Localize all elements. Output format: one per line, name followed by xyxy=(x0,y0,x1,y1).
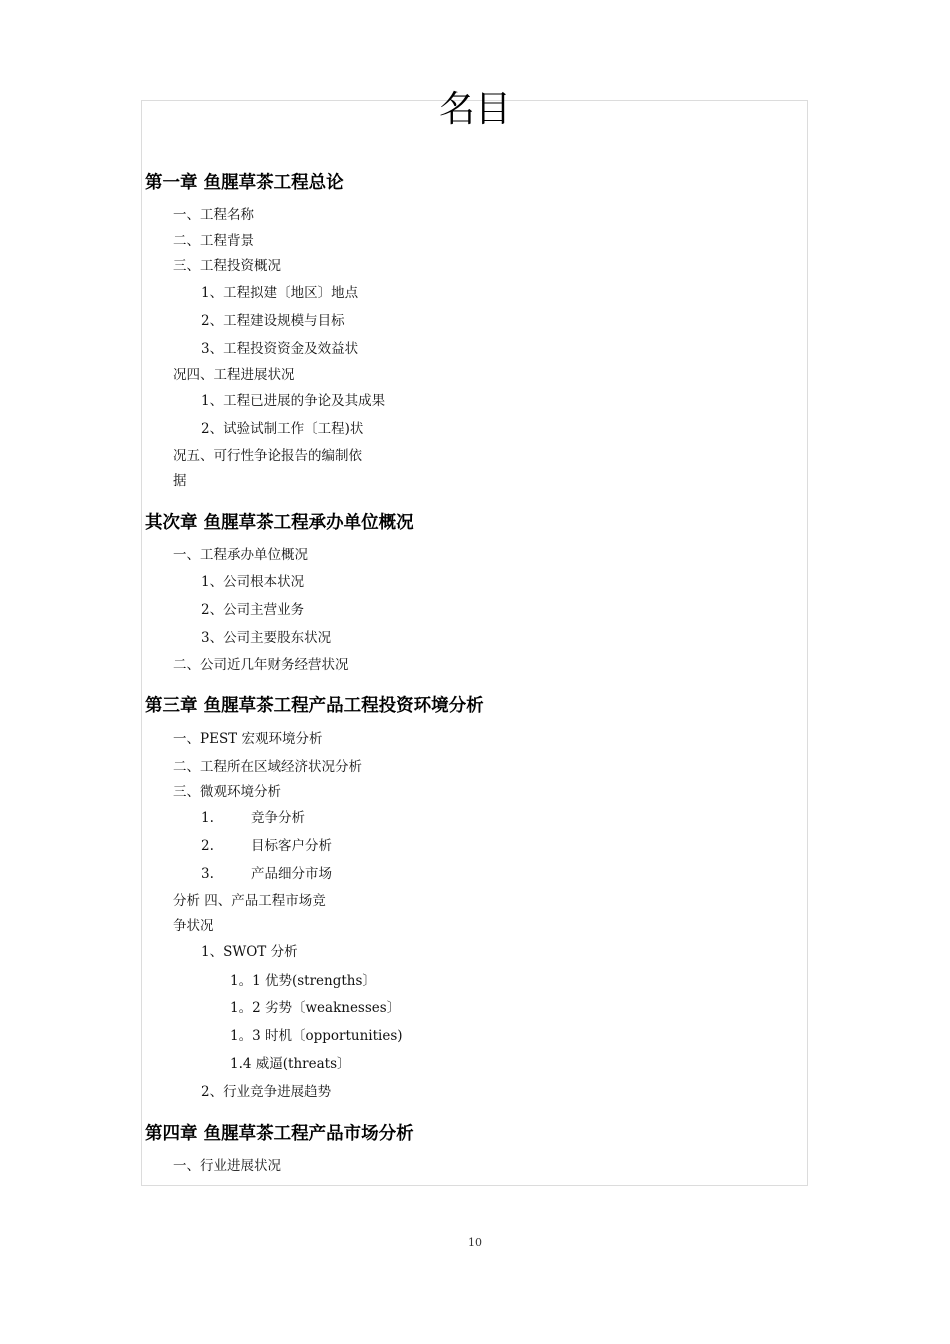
toc-entry xyxy=(173,206,254,224)
toc-entry-text: 据 xyxy=(173,473,187,489)
toc-entry-text: 分析 四、产品工程市场竞 xyxy=(173,893,326,909)
toc-entry xyxy=(201,629,331,647)
toc-entry xyxy=(201,284,358,302)
toc-entry xyxy=(173,366,295,384)
toc-entry-text: 况四、工程进展状况 xyxy=(173,367,295,383)
toc-entry xyxy=(230,999,400,1017)
toc-entry xyxy=(173,546,308,564)
toc-entry xyxy=(173,892,326,910)
toc-entry-text: 三、微观环境分析 xyxy=(173,784,281,800)
toc-entry xyxy=(173,472,187,490)
toc-entry-text: 1。1 优势(strengths〕 xyxy=(230,973,376,989)
toc-entry xyxy=(201,392,385,410)
toc-chapter-heading xyxy=(145,171,344,195)
toc-entry-text: 第三章 鱼腥草茶工程产品工程投资环境分析 xyxy=(145,696,484,716)
toc-entry-text: 二、工程所在区域经济状况分析 xyxy=(173,759,362,775)
toc-entry xyxy=(201,943,298,961)
toc-entry-text: 目标客户分析 xyxy=(251,838,332,854)
toc-entry-text: 一、行业进展状况 xyxy=(173,1158,281,1174)
toc-entry xyxy=(201,573,304,591)
page-title: 名目 xyxy=(438,89,511,130)
toc-entry xyxy=(201,340,358,358)
toc-entry-text: 一、PEST 宏观环境分析 xyxy=(173,731,323,747)
toc-entry-text: 争状况 xyxy=(173,918,214,934)
toc-entry xyxy=(201,809,305,827)
toc-entry-number: 2. xyxy=(201,838,214,854)
page-number: 10 xyxy=(468,1236,482,1249)
toc-entry xyxy=(173,1157,281,1175)
toc-entry-text: 2、行业竞争进展趋势 xyxy=(201,1084,332,1100)
toc-entry xyxy=(173,447,362,465)
toc-entry-text: 2、公司主营业务 xyxy=(201,602,305,618)
toc-entry-text: 竞争分析 xyxy=(251,810,305,826)
toc-entry xyxy=(230,1055,351,1073)
toc-entry xyxy=(173,917,214,935)
toc-entry-text: 三、工程投资概况 xyxy=(173,258,281,274)
toc-entry-text: 二、工程背景 xyxy=(173,233,254,249)
toc-entry-text: 1。2 劣势〔weaknesses〕 xyxy=(230,1000,401,1016)
toc-entry-text: 1。3 时机〔opportunities) xyxy=(230,1028,403,1044)
toc-entry xyxy=(230,972,376,990)
toc-entry-text: 2、工程建设规模与目标 xyxy=(201,313,345,329)
toc-entry-text: 3、工程投资资金及效益状 xyxy=(201,341,359,357)
toc-entry-text: 其次章 鱼腥草茶工程承办单位概况 xyxy=(145,513,414,533)
toc-entry-text: 1、工程已进展的争论及其成果 xyxy=(201,393,386,409)
toc-entry-text: 产品细分市场 xyxy=(251,866,332,882)
toc-entry-text: 第四章 鱼腥草茶工程产品市场分析 xyxy=(145,1124,414,1144)
toc-entry-number: 3. xyxy=(201,866,214,882)
toc-entry xyxy=(173,232,254,250)
toc-entry xyxy=(201,601,304,619)
toc-entry-text: 二、公司近几年财务经营状况 xyxy=(173,657,349,673)
toc-entry xyxy=(201,312,345,330)
toc-entry-text: 1、工程拟建〔地区〕地点 xyxy=(201,285,359,301)
toc-entry xyxy=(230,1027,403,1045)
toc-entry xyxy=(173,257,281,275)
toc-entry-text: 1.4 威逼(threats〕 xyxy=(230,1056,351,1072)
toc-entry-text: 1、公司根本状况 xyxy=(201,574,305,590)
toc-entry xyxy=(173,758,362,776)
toc-entry-text: 一、工程名称 xyxy=(173,207,254,223)
toc-chapter-heading xyxy=(145,694,484,718)
toc-chapter-heading xyxy=(145,1122,414,1146)
toc-entry-text: 一、工程承办单位概况 xyxy=(173,547,308,563)
toc-entry-text: 第一章 鱼腥草茶工程总论 xyxy=(145,173,344,193)
toc-entry xyxy=(173,656,349,674)
toc-entry xyxy=(201,837,332,855)
toc-entry-number: 1. xyxy=(201,810,214,826)
toc-entry-text: 况五、可行性争论报告的编制依 xyxy=(173,448,362,464)
toc-entry xyxy=(201,865,332,883)
toc-entry-text: 1、SWOT 分析 xyxy=(201,944,298,960)
toc-entry xyxy=(173,783,281,801)
toc-chapter-heading xyxy=(145,511,414,535)
toc-entry xyxy=(201,420,363,438)
toc-entry xyxy=(201,1083,331,1101)
toc-entry-text: 3、公司主要股东状况 xyxy=(201,630,332,646)
toc-entry-text: 2、试验试制工作〔工程)状 xyxy=(201,421,364,437)
toc-entry xyxy=(173,730,322,748)
